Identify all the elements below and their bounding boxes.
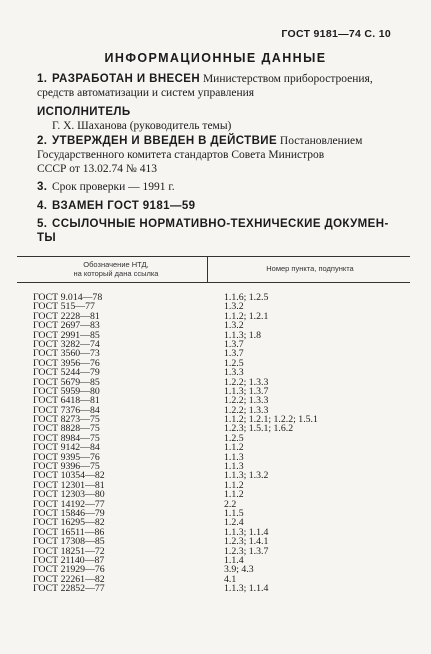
- table-cell-document: ГОСТ 3560—73: [33, 348, 100, 360]
- table-top-rule: [17, 256, 410, 257]
- table-cell-document: ГОСТ 12301—81: [33, 479, 105, 491]
- section-3: [37, 180, 405, 194]
- table-cell-document: ГОСТ 3956—76: [33, 357, 100, 369]
- table-cell-clause: 1.1.6; 1.2.5: [224, 292, 269, 303]
- table-column-divider: [207, 256, 208, 282]
- section-2-heading: УТВЕРЖДЕН И ВВЕДЕН В ДЕЙСТВИЕ: [52, 135, 278, 147]
- section-2: [37, 134, 405, 176]
- table-cell-document: ГОСТ 2991—85: [33, 329, 100, 341]
- table-cell-document: ГОСТ 12303—80: [33, 489, 105, 501]
- table-cell-document: ГОСТ 5679—85: [33, 376, 100, 388]
- section-5-heading: ССЫЛОЧНЫЕ НОРМАТИВНО-ТЕХНИЧЕСКИЕ ДОКУМЕН-: [52, 218, 389, 230]
- table-cell-document: ГОСТ 10354—82: [33, 470, 105, 482]
- performer-name: Г. Х. Шаханова (руководитель темы): [52, 120, 232, 132]
- table-cell-clause: 3.9; 4.3: [224, 564, 254, 576]
- table-cell-document: ГОСТ 18251—72: [33, 545, 105, 557]
- section-1-number: 1.: [37, 73, 48, 85]
- table-cell-clause: 1.1.3; 1.1.4: [224, 583, 269, 595]
- table-cell-clause: 1.1.2: [224, 479, 244, 491]
- table-cell-document: ГОСТ 2228—81: [33, 310, 100, 322]
- table-cell-clause: 1.2.4: [224, 517, 244, 529]
- table-cell-clause: 1.2.2; 1.3.3: [224, 404, 269, 416]
- table-cell-clause: 1.2.5: [224, 357, 244, 369]
- table-cell-clause: 1.1.3; 1.1.4: [224, 526, 269, 538]
- table-cell-document: ГОСТ 21140—87: [33, 554, 105, 566]
- table-cell-document: ГОСТ 8984—75: [33, 432, 100, 444]
- table-cell-document: ГОСТ 6418—81: [33, 395, 100, 407]
- section-5-number: 5.: [37, 218, 48, 230]
- performer-heading: ИСПОЛНИТЕЛЬ: [37, 106, 131, 118]
- document-title: ИНФОРМАЦИОННЫЕ ДАННЫЕ: [104, 51, 327, 65]
- table-cell-document: ГОСТ 16511—86: [33, 526, 105, 538]
- section-1-text-cont: средств автоматизации и систем управления: [37, 87, 255, 99]
- table-cell-document: ГОСТ 16295—82: [33, 517, 105, 529]
- table-cell-document: ГОСТ 22261—82: [33, 573, 105, 585]
- section-4: [37, 199, 405, 213]
- table-cell-document: ГОСТ 5959—80: [33, 385, 100, 397]
- table-cell-clause: 1.1.3: [224, 461, 244, 473]
- table-cell-document: ГОСТ 2697—83: [33, 320, 100, 332]
- table-cell-document: ГОСТ 15846—79: [33, 507, 105, 519]
- section-2-number: 2.: [37, 135, 48, 147]
- section-1: [37, 72, 405, 100]
- table-cell-document: ГОСТ 7376—84: [33, 404, 100, 416]
- table-cell-document: ГОСТ 9396—75: [33, 461, 100, 473]
- section-3-text: Срок проверки — 1991 г.: [52, 181, 175, 193]
- section-5: [37, 217, 405, 245]
- column-header-document-line1: Обозначение НТД,: [83, 260, 149, 269]
- table-cell-document: ГОСТ 22852—77: [33, 583, 105, 595]
- table-cell-document: ГОСТ 9.014—78: [33, 292, 103, 303]
- column-header-document-line2: на который дана ссылка: [73, 269, 159, 278]
- table-cell-clause: 1.1.4: [224, 554, 244, 566]
- table-cell-clause: 1.3.7: [224, 338, 244, 350]
- table-cell-clause: 1.2.2; 1.3.3: [224, 395, 269, 407]
- table-row: [33, 584, 410, 593]
- table-cell-clause: 1.3.2: [224, 320, 244, 332]
- table-cell-clause: 1.2.5: [224, 432, 244, 444]
- table-cell-document: ГОСТ 21929—76: [33, 564, 105, 576]
- page-header: ГОСТ 9181—74 С. 10: [281, 28, 391, 40]
- table-cell-clause: 4.1: [224, 573, 237, 585]
- section-4-text: ВЗАМЕН ГОСТ 9181—59: [52, 200, 196, 212]
- table-cell-clause: 1.3.3: [224, 367, 244, 379]
- table-cell-document: ГОСТ 5244—79: [33, 367, 100, 379]
- table-cell-clause: 1.1.3; 1.3.7: [224, 385, 269, 397]
- table-cell-document: ГОСТ 14192—77: [33, 498, 105, 510]
- table-cell-document: ГОСТ 17308—85: [33, 536, 105, 548]
- table-cell-document: ГОСТ 9142—84: [33, 442, 100, 454]
- section-1-heading: РАЗРАБОТАН И ВНЕСЕН: [52, 73, 201, 85]
- table-cell-clause: 1.1.3; 1.3.2: [224, 470, 269, 482]
- table-cell-document: ГОСТ 8273—75: [33, 414, 100, 426]
- section-2-text: Постановлением: [279, 135, 363, 147]
- column-header-document: [31, 260, 201, 278]
- section-2-text-cont: Государственного комитета стандартов Совета Министров: [37, 149, 325, 161]
- section-4-number: 4.: [37, 200, 48, 212]
- table-cell-clause: 1.1.3; 1.8: [224, 329, 262, 341]
- table-header-rule: [17, 282, 410, 283]
- column-header-clause: Номер пункта, подпункта: [266, 264, 354, 273]
- section-3-number: 3.: [37, 181, 48, 193]
- table-cell-clause: 1.2.3; 1.3.7: [224, 545, 269, 557]
- table-cell-clause: 1.1.2: [224, 442, 244, 454]
- table-cell-document: ГОСТ 515—77: [33, 301, 95, 313]
- section-5-heading-cont: ТЫ: [37, 232, 57, 244]
- table-cell-document: ГОСТ 3282—74: [33, 338, 100, 350]
- table-cell-clause: 2.2: [224, 498, 237, 510]
- table-cell-clause: 1.3.7: [224, 348, 244, 360]
- table-body: [33, 293, 410, 594]
- table-cell-clause: 1.1.2; 1.2.1; 1.2.2; 1.5.1: [224, 414, 318, 426]
- table-cell-clause: 1.1.2; 1.2.1: [224, 310, 269, 322]
- section-2-text-cont2: СССР от 13.02.74 № 413: [37, 163, 158, 175]
- table-cell-clause: 1.3.2: [224, 301, 244, 313]
- section-1-text: Министерством приборостроения,: [202, 73, 373, 85]
- table-cell-clause: 1.1.5: [224, 507, 244, 519]
- table-cell-document: ГОСТ 8828—75: [33, 423, 100, 435]
- table-cell-clause: 1.1.3: [224, 451, 244, 463]
- performer-block: [37, 105, 405, 133]
- table-cell-clause: 1.2.2; 1.3.3: [224, 376, 269, 388]
- table-cell-clause: 1.2.3; 1.4.1: [224, 536, 269, 548]
- table-cell-clause: 1.1.2: [224, 489, 244, 501]
- table-cell-document: ГОСТ 9395—76: [33, 451, 100, 463]
- table-cell-clause: 1.2.3; 1.5.1; 1.6.2: [224, 423, 294, 435]
